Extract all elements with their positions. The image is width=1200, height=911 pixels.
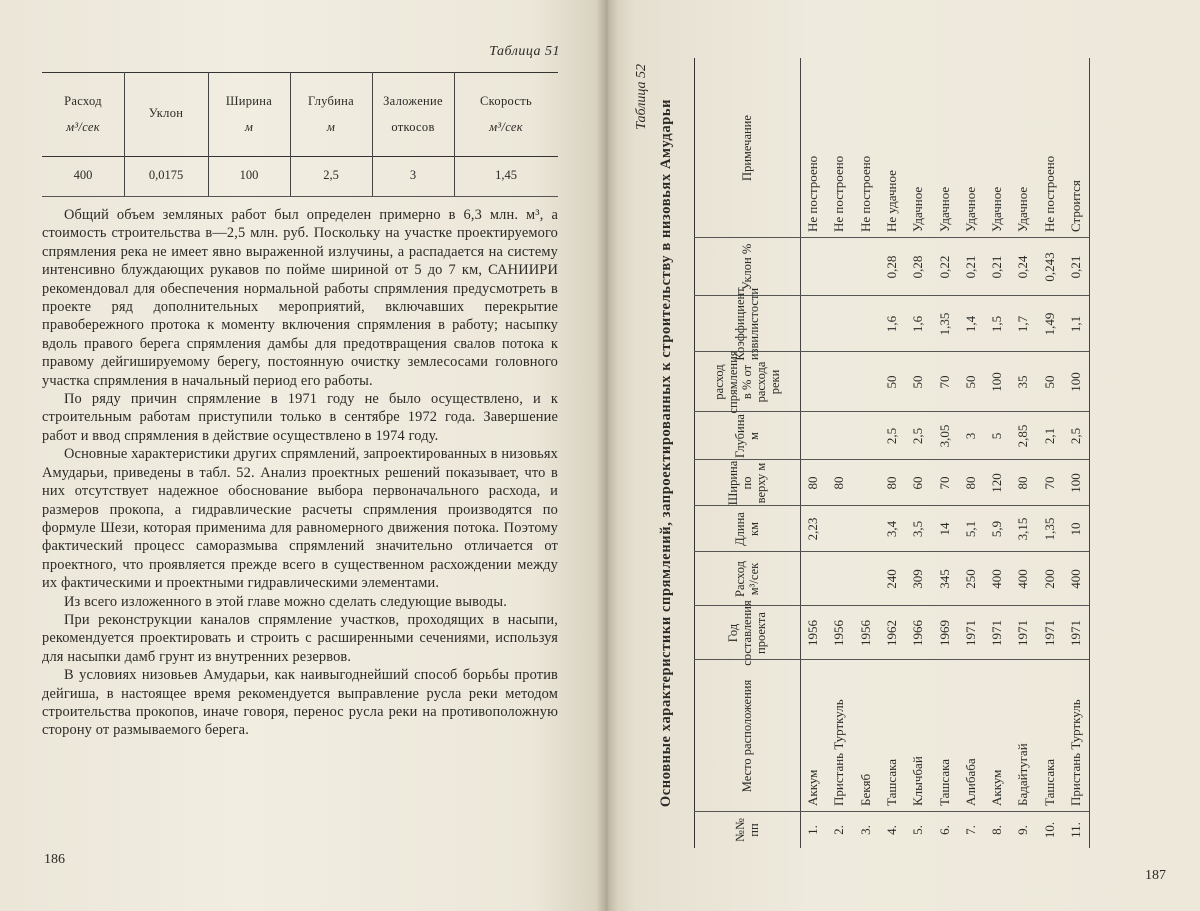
table-cell-note: Удачное [962, 186, 978, 232]
table-cell-no: 7. [962, 825, 978, 835]
table-cell-depth: 2,5 [910, 427, 926, 445]
table-cell-note: Удачное [989, 186, 1005, 232]
table-cell-discharge: 250 [962, 569, 978, 589]
table-cell-place: Аккум [989, 769, 1005, 806]
table-cell-no: 2. [831, 825, 847, 835]
table-cell-discharge: 309 [910, 569, 926, 589]
table-cell-length: 3,15 [1015, 517, 1031, 541]
table-cell: 100 [239, 168, 259, 182]
table-cell-coef: 1,4 [962, 315, 978, 333]
table-52-rotated [636, 58, 1096, 848]
column-header-place: Место расположения [740, 679, 754, 793]
table-cell-share: 100 [989, 372, 1005, 392]
table-cell-slope: 0,22 [936, 255, 952, 279]
table-cell-place: Клычбай [910, 756, 926, 806]
table-cell-no: 8. [989, 825, 1005, 835]
page-number-right: 187 [1145, 868, 1166, 883]
column-header-slope: Уклон % [740, 243, 754, 291]
table-cell-note: Не построено [1041, 155, 1057, 232]
table-cell-year: 1966 [910, 620, 926, 646]
column-header-year: Год составления проекта [726, 600, 768, 666]
table-cell-width: 70 [936, 476, 952, 490]
table-51-top-rule [42, 72, 558, 73]
table-cell-note: Удачное [936, 186, 952, 232]
column-header: Расход [64, 94, 102, 108]
table-cell-discharge: 400 [1068, 569, 1083, 589]
table-cell-place: Аккум [805, 769, 820, 806]
table-cell-length: 2,23 [805, 517, 820, 541]
table-cell-depth: 2,5 [1068, 427, 1083, 445]
table-cell-note: Не построено [831, 155, 847, 232]
table-cell-year: 1971 [1041, 620, 1057, 646]
table-52-header-rule [800, 58, 801, 848]
table-cell-place: Ташсака [883, 759, 899, 806]
table-cell-year: 1956 [831, 620, 847, 646]
table-cell-note: Удачное [1015, 186, 1031, 232]
table-cell-length: 10 [1068, 522, 1083, 536]
table-cell-width: 80 [831, 476, 847, 490]
table-cell-share: 50 [1041, 375, 1057, 389]
body-text [42, 206, 558, 740]
table-cell-width: 80 [805, 476, 820, 490]
table-51-bottom-rule [42, 196, 558, 197]
column-header: Уклон [148, 106, 184, 120]
table-cell-length: 14 [936, 522, 952, 536]
paragraph: Из всего изложенного в этой главе можно сделать следующие выводы. [64, 593, 507, 610]
table-cell-coef: 1,35 [936, 312, 952, 336]
table-cell: 2,5 [323, 168, 339, 182]
table-cell-no: 10. [1041, 821, 1057, 839]
table-cell-year: 1962 [883, 620, 899, 646]
table-cell-slope: 0,28 [910, 255, 926, 279]
table-cell-slope: 0,21 [962, 255, 978, 279]
table-cell-length: 3,5 [910, 520, 926, 538]
table-cell-depth: 3 [962, 432, 978, 440]
table-cell-coef: 1,1 [1068, 315, 1083, 333]
table-51-caption: Таблица 51 [489, 44, 560, 59]
table-cell-depth: 2,1 [1041, 427, 1057, 445]
table-cell-discharge: 400 [1015, 569, 1031, 589]
table-cell-year: 1971 [1015, 620, 1031, 646]
table-cell-share: 35 [1015, 375, 1031, 389]
table-cell-width: 120 [989, 473, 1005, 493]
table-cell-width: 80 [962, 476, 978, 490]
table-52 [694, 58, 1090, 848]
table-cell-no: 9. [1015, 825, 1031, 835]
table-cell-note: Удачное [910, 186, 926, 232]
rotated-table-area [636, 58, 1096, 848]
table-cell-width: 60 [910, 476, 926, 490]
table-cell-coef: 1,7 [1015, 315, 1031, 333]
table-cell-no: 6. [936, 825, 952, 835]
table-cell-place: Бекяб [857, 773, 873, 806]
table-cell: 3 [409, 168, 417, 182]
table-cell-length: 5,1 [962, 520, 978, 538]
table-cell-note: Строится [1068, 180, 1083, 232]
table-cell-place: Алибаба [962, 758, 978, 806]
table-51-header-rule [42, 156, 558, 157]
table-cell-depth: 5 [989, 432, 1005, 440]
column-header-length: Длина км [733, 512, 761, 546]
table-cell-slope: 0,28 [883, 255, 899, 279]
column-header-discharge: Расход м³/сек [733, 561, 761, 597]
column-header: Глубина [308, 94, 354, 108]
table-cell-share: 100 [1068, 372, 1083, 392]
table-cell-coef: 1,49 [1041, 312, 1057, 336]
table-cell-length: 1,35 [1041, 517, 1057, 541]
paragraph: Основные характеристики других спрямлений, запроектированных в низовьях Амударьи, приведены в табл. 52. Анализ проектных решений показывает, что в них отсутствует надежное обоснование выбора первоначального расхода, и размеров прокопа, а гидравлические расчеты спрямления производятся по формуле Шези, которая применима для равномерного движения потока. Поэтому фактический процесс саморазмыва спрямлений значительно отличается от проектного, что проявляется прежде всего в существенном расхождении между их фактическими и проектными гидравлическими элементами. [42, 446, 558, 592]
table-cell: 400 [73, 168, 93, 182]
table-cell-coef: 1,6 [910, 315, 926, 333]
table-cell-year: 1956 [805, 620, 820, 646]
table-cell-width: 80 [883, 476, 899, 490]
table-cell-place: Пристань Турткуль [831, 699, 847, 806]
table-cell-depth: 2,85 [1015, 424, 1031, 448]
table-52-caption: Таблица 52 [634, 64, 649, 130]
table-cell-year: 1971 [962, 620, 978, 646]
table-cell-width: 70 [1041, 476, 1057, 490]
table-cell-length: 3,4 [883, 520, 899, 538]
table-cell-discharge: 345 [936, 569, 952, 589]
table-cell-note: Не удачное [883, 170, 899, 232]
table-cell-year: 1971 [1068, 620, 1083, 646]
table-cell-width: 80 [1015, 476, 1031, 490]
paragraph: При реконструкции каналов спрямление участков, проходящих в насыпи, рекомендуется проектировать и строить с расширенными сечениями, используя для насыпки дамб грунт из внутренних резервов. [42, 611, 558, 665]
table-cell-year: 1969 [936, 620, 952, 646]
table-cell-share: 50 [910, 375, 926, 389]
table-cell-no: 11. [1068, 822, 1083, 838]
page-187 [606, 0, 1200, 911]
table-cell-no: 1. [805, 825, 820, 835]
column-header-note: Примечание [740, 115, 754, 181]
table-52-bottom-rule [1089, 58, 1090, 848]
table-cell: 1,45 [495, 168, 517, 182]
book-gutter [596, 0, 618, 911]
table-cell-place: Ташсака [1041, 759, 1057, 806]
table-cell-share: 50 [962, 375, 978, 389]
column-unit: м [326, 120, 336, 134]
table-cell-coef: 1,5 [989, 315, 1005, 333]
table-cell-note: Не построено [857, 155, 873, 232]
table-cell-depth: 3,05 [936, 424, 952, 448]
column-header: Ширина [225, 94, 273, 108]
column-header-share: расход спрямления в % от расхода реки [712, 350, 782, 414]
page-number-left: 186 [44, 852, 65, 867]
table-cell-slope: 0,24 [1015, 255, 1031, 279]
table-cell-place: Пристань Турткуль [1068, 699, 1083, 806]
table-cell: 0,0175 [148, 168, 184, 182]
table-cell-discharge: 240 [883, 569, 899, 589]
paragraph: По ряду причин спрямление в 1971 году не было осуществлено, и к строительным работам приступили только в сентябре 1972 года. Завершение работ и ввод спрямления в действие осуществлено в 1974 году. [42, 391, 558, 444]
table-cell-year: 1956 [857, 620, 873, 646]
column-unit: м [244, 120, 254, 134]
column-header-line2: откосов [391, 120, 435, 134]
table-cell-slope: 0,21 [1068, 255, 1083, 279]
table-cell-coef: 1,6 [883, 315, 899, 333]
table-cell-place: Ташсака [936, 759, 952, 806]
column-unit: м³/сек [66, 120, 100, 134]
table-cell-depth: 2,5 [883, 427, 899, 445]
table-cell-no: 5. [910, 825, 926, 835]
table-cell-share: 50 [883, 375, 899, 389]
column-header: Скорость [480, 94, 532, 108]
column-header: Заложение [383, 94, 443, 108]
table-cell-discharge: 400 [989, 569, 1005, 589]
table-cell-slope: 0,243 [1041, 252, 1057, 282]
column-header-width: Ширина по верху м [726, 460, 768, 506]
paragraph: В условиях низовьев Амударьи, как наивыгоднейший способ борьбы против дейгиша, в настоящее время рекомендуется выправление русла реки методом строительства прокопов, иначе говоря, перенос русла реки на противоположную сторону от размываемого берега. [42, 667, 558, 739]
table-cell-slope: 0,21 [989, 255, 1005, 279]
column-header-no: №№ пп [733, 818, 761, 842]
table-cell-no: 3. [857, 825, 873, 835]
table-cell-length: 5,9 [989, 520, 1005, 538]
table-cell-place: Бадайтугай [1015, 743, 1031, 806]
table-52-title: Основные характеристики спрямлений, запроектированных к строительству в низовьях Амударьи [658, 98, 674, 808]
column-header-depth: Глубина м [733, 414, 761, 458]
table-cell-share: 70 [936, 375, 952, 389]
table-cell-note: Не построено [805, 155, 820, 232]
column-header-coef: Коэффициент извилистости [733, 287, 761, 361]
paragraph: Общий объем земляных работ был определен примерно в 6,3 млн. м³, а стоимость строительства в—2,5 млн. руб. Поскольку на участке проектируемого спрямления река не имеет явно выраженной излучины, а распадается на систему интенсивно блуждающих рукавов по пойме шириной от 5 до 7 км, САНИИРИ рекомендовал для обеспечения нормальной работы спрямления предусмотреть в проекте ряд дополнительных мероприятий, включавших перекрытие правобережного протока к моменту включения спрямления в работу; насыпку вдоль правого берега спрямления дамбы для предотвращения свалов потока к правому дейгишируемому берегу, постоянную очистку землесосами головного участка спрямления в начальный период его работы. [42, 207, 558, 389]
column-unit: м³/сек [489, 120, 523, 134]
table-cell-year: 1971 [989, 620, 1005, 646]
table-cell-width: 100 [1068, 473, 1083, 493]
table-cell-discharge: 200 [1041, 569, 1057, 589]
table-cell-no: 4. [883, 825, 899, 835]
